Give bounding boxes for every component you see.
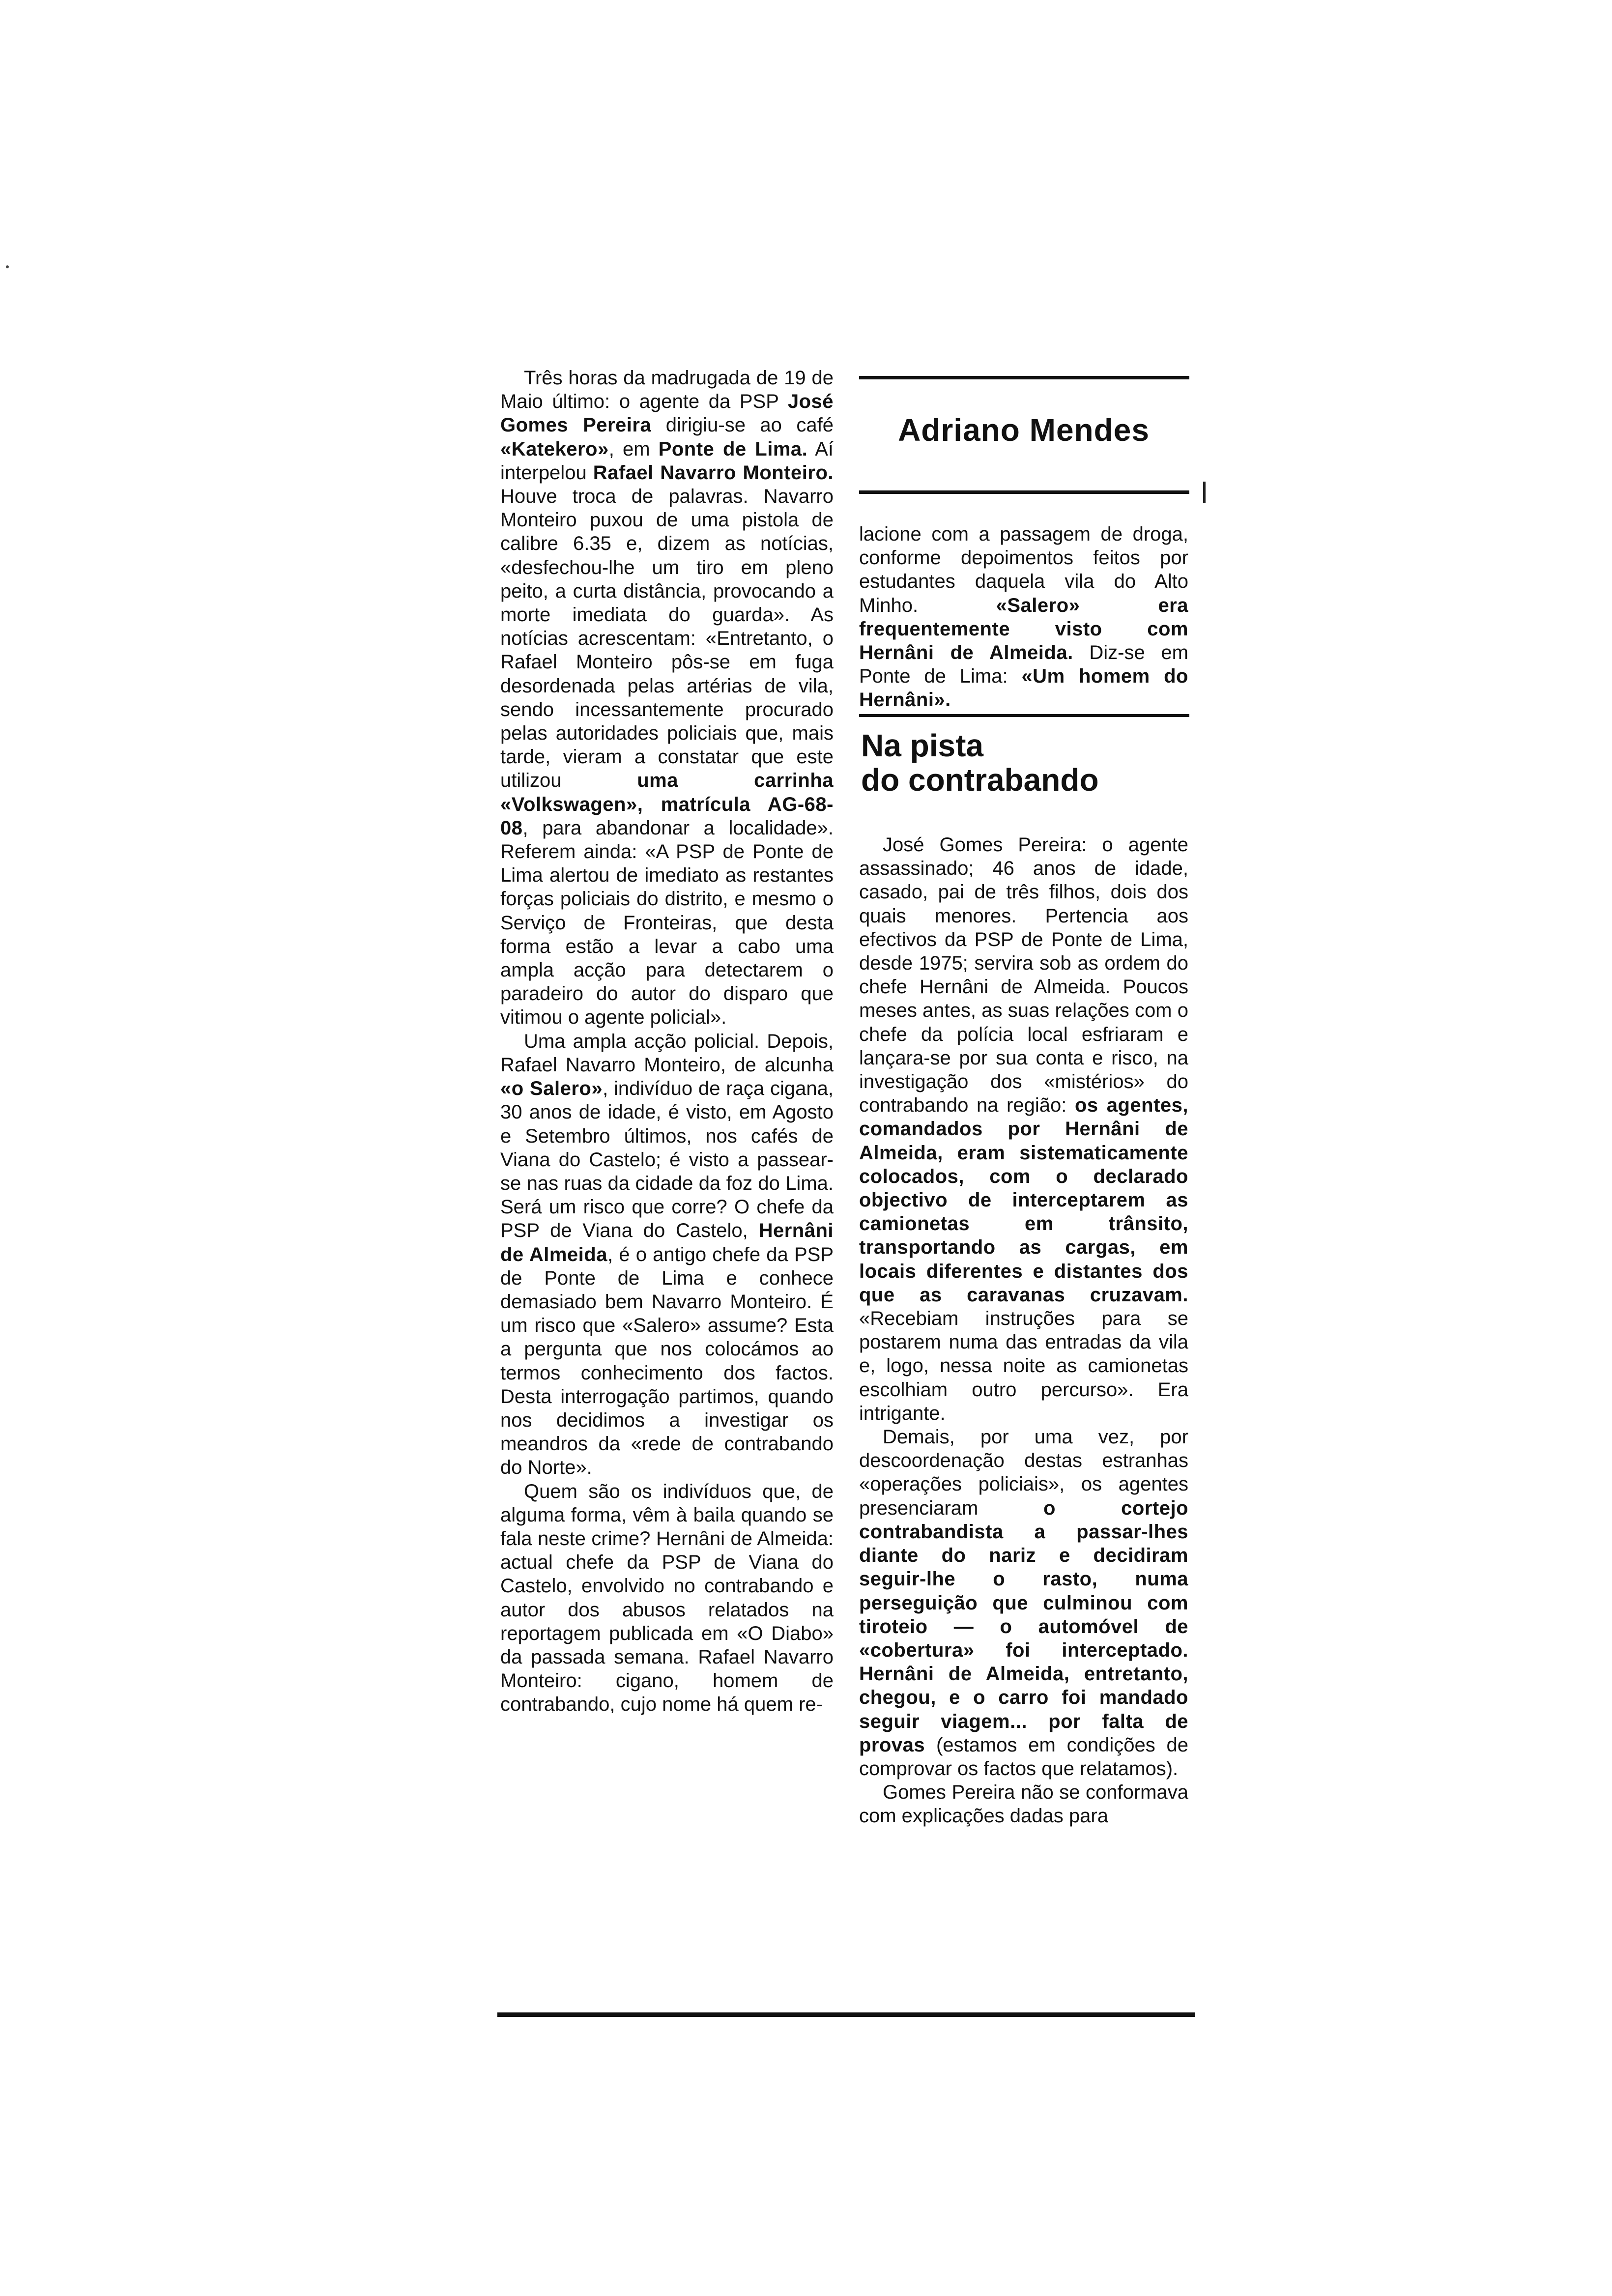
body-text: lacione com a passagem de droga, conforme depoimentos feitos por estudantes daquela vila do Alto Minho. xyxy=(859,523,1188,616)
subheading-line-2: do contrabando xyxy=(861,762,1099,798)
bold-text: Hernâni de Almeida xyxy=(500,1220,834,1265)
paragraph xyxy=(500,1480,834,1717)
body-text: , para abandonar a localidade». Referem ainda: «A PSP de Ponte de Lima alertou de imediato as restantes forças policiais do distrito, e mesmo o Serviço de Fronteiras, que desta forma estão a levar a cabo uma ampla acção para detectarem o paradeiro do autor do disparo que vitimou o agente policial». xyxy=(500,817,834,1029)
bold-text: «Salero» era frequentemente visto com Hernâni de Almeida. xyxy=(859,594,1188,664)
body-text: Gomes Pereira não se conformava com explicações dadas para xyxy=(859,1781,1188,1827)
body-text: Quem são os indivíduos que, de alguma forma, vêm à baila quando se fala neste crime? Hernâni de Almeida: actual chefe da PSP de Viana do Castelo, envolvido no contrabando e autor dos abusos relatados na reportagem publicada em «O Diabo» da passada semana. Rafael Navarro Monteiro: cigano, homem de contrabando, cujo nome há quem re- xyxy=(500,1480,834,1716)
paragraph xyxy=(500,366,834,1030)
section-subheading xyxy=(861,728,1185,797)
body-text: Diz-se em Ponte de Lima: xyxy=(859,642,1188,688)
section-rule xyxy=(859,714,1189,717)
paragraph xyxy=(500,1030,834,1480)
bold-text: «Um homem do Hernâni». xyxy=(859,665,1188,711)
body-text: dirigiu-se ao café xyxy=(651,414,834,436)
bold-text: José Gomes Pereira xyxy=(500,391,834,436)
scan-mark xyxy=(1203,482,1206,503)
body-text: Aí interpelou xyxy=(500,438,834,484)
body-text: , indivíduo de raça cigana, 30 anos de idade, é visto, em Agosto e Setembro últimos, nos cafés de Viana do Castelo; é visto a passear-se nas ruas da cidade da foz do Lima. Será um risco que corre? O chefe da PSP de Viana do Castelo, xyxy=(500,1078,834,1242)
article-column-right-bottom xyxy=(859,833,1188,1828)
article-column-left xyxy=(500,366,834,1717)
body-text: , em xyxy=(608,438,659,460)
bold-text: Rafael Navarro Monteiro. xyxy=(593,461,834,484)
bold-text: Ponte de Lima. xyxy=(658,438,808,460)
body-text: (estamos em condições de comprovar os factos que relatamos). xyxy=(859,1734,1188,1779)
bold-text: os agentes, comandados por Hernâni de Almeida, eram sistematicamente colocados, com o declarado objectivo de interceptarem as camionetas em trânsito, transportando as cargas, em locais diferentes e distantes dos que as caravanas cruzavam. xyxy=(859,1094,1188,1306)
bold-text: uma carrinha «Volkswagen», matrícula AG-68-08 xyxy=(500,770,834,839)
bottom-rule xyxy=(497,2012,1195,2017)
body-text: , é o antigo chefe da PSP de Ponte de Lima e conhece demasiado bem Navarro Monteiro. É um risco que «Salero» assume? Esta a pergunta que nos colocámos ao termos conhecimento dos factos. Desta interrogação partimos, quando nos decidimos a investigar os meandros da «rede de contrabando do Norte». xyxy=(500,1243,834,1479)
author-byline: Adriano Mendes xyxy=(898,412,1150,448)
body-text: «Recebiam instruções para se postarem numa das entradas da vila e, logo, nessa noite as camionetas escolhiam outro percurso». Era intrigante. xyxy=(859,1308,1188,1424)
scan-speck xyxy=(6,265,9,268)
top-rule xyxy=(859,376,1189,379)
paragraph xyxy=(859,1425,1188,1780)
paragraph xyxy=(859,833,1188,1425)
paragraph xyxy=(859,1780,1188,1828)
body-text: Houve troca de palavras. Navarro Monteiro puxou de uma pistola de calibre 6.35 e, dizem as notícias, «desfechou-lhe um tiro em pleno peito, a curta distância, provocando a morte imediata do guarda». As notícias acrescentam: «Entretanto, o Rafael Monteiro pôs-se em fuga desordenada pelas artérias de vila, sendo incessantemente procurado pelas autoridades policiais que, mais tarde, vieram a constatar que este utilizou xyxy=(500,486,834,792)
bold-text: «o Salero» xyxy=(500,1078,603,1100)
body-text: Demais, por uma vez, por descoordenação destas estranhas «operações policiais», os agentes presenciaram xyxy=(859,1426,1188,1519)
byline-rule xyxy=(859,490,1189,494)
subheading-line-1: Na pista xyxy=(861,728,983,763)
article-column-right-top xyxy=(859,522,1188,712)
body-text: Uma ampla acção policial. Depois, Rafael Navarro Monteiro, de alcunha xyxy=(500,1030,834,1076)
body-text: Três horas da madrugada de 19 de Maio último: o agente da PSP xyxy=(500,367,834,413)
bold-text: «Katekero» xyxy=(500,438,609,460)
body-text: José Gomes Pereira: o agente assassinado; 46 anos de idade, casado, pai de três filhos, dois dos quais menores. Pertencia aos efectivos da PSP de Ponte de Lima, desde 1975; servira sob as ordem do chefe Hernâni de Almeida. Poucos meses antes, as suas relações com o chefe da polícia local esfriaram e lançara-se por sua conta e risco, na investigação dos «mistérios» do contrabando na região: xyxy=(859,834,1188,1117)
bold-text: o cortejo contrabandista a passar-lhes diante do nariz e decidiram seguir-lhe o rasto, numa perseguição que culminou com tiroteio — o automóvel de «cobertura» foi interceptado. Hernâni de Almeida, entretanto, chegou, e o carro foi mandado seguir viagem... por falta de provas xyxy=(859,1497,1188,1756)
paragraph xyxy=(859,522,1188,712)
